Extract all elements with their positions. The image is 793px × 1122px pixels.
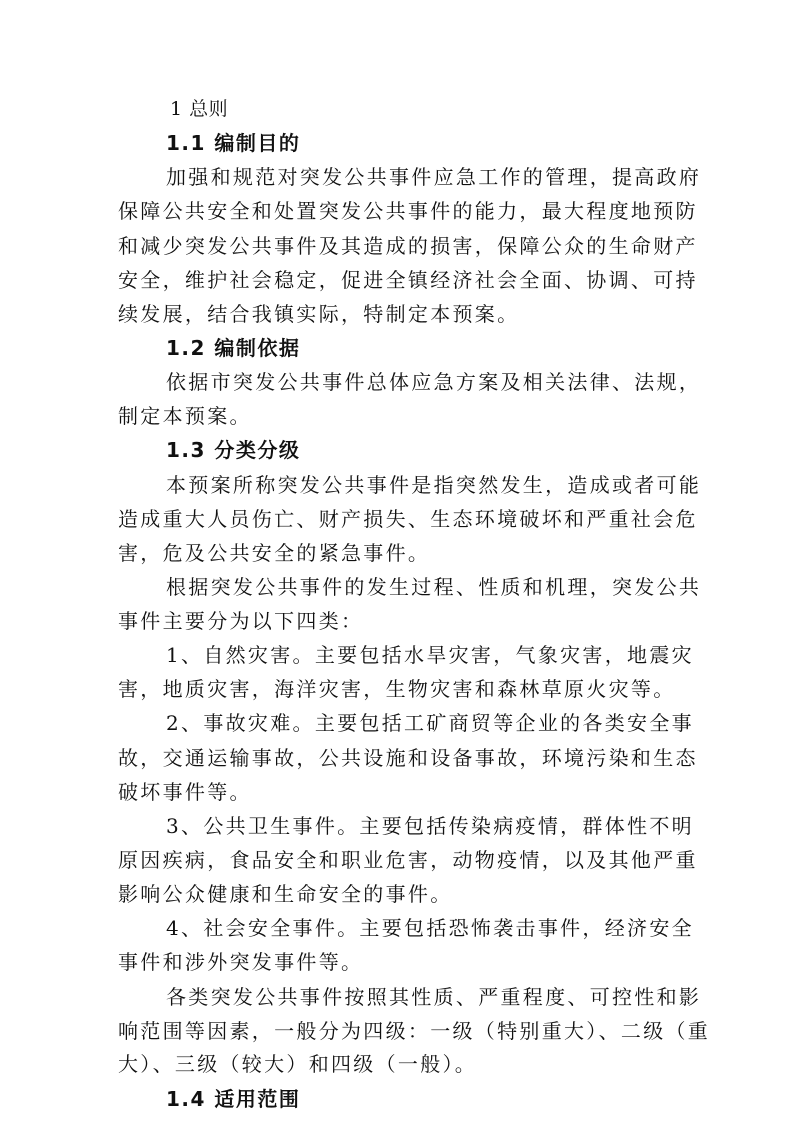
paragraph-line: 影响公众健康和生命安全的事件。 [118, 882, 453, 906]
paragraph-line: 本预案所称突发公共事件是指突然发生，造成或者可能 [166, 473, 702, 497]
paragraph-line: 事件和涉外突发事件等。 [118, 950, 364, 974]
paragraph-line: 续发展，结合我镇实际，特制定本预案。 [118, 302, 520, 326]
paragraph-line: 破坏事件等。 [118, 780, 252, 804]
paragraph-line: 保障公共安全和处置突发公共事件的能力，最大程度地预防 [118, 199, 698, 223]
section-heading-1-1: 1.1 编制目的 [166, 131, 301, 155]
paragraph-line: 各类突发公共事件按照其性质、严重程度、可控性和影 [166, 985, 702, 1009]
paragraph-line: 大）、三级（较大）和四级（一般）。 [118, 1052, 478, 1076]
paragraph-line: 害，危及公共安全的紧急事件。 [118, 541, 431, 565]
paragraph-line: 和减少突发公共事件及其造成的损害，保障公众的生命财产 [118, 234, 698, 258]
paragraph-line: 加强和规范对突发公共事件应急工作的管理，提高政府 [166, 165, 702, 189]
paragraph-line: 害，地质灾害，海洋灾害，生物灾害和森林草原火灾等。 [118, 677, 676, 701]
paragraph-line: 3、公共卫生事件。主要包括传染病疫情，群体性不明 [166, 814, 694, 838]
paragraph-line: 依据市突发公共事件总体应急方案及相关法律、法规， [166, 370, 702, 394]
paragraph-line: 根据突发公共事件的发生过程、性质和机理，突发公共 [166, 575, 702, 599]
chapter-title: 1 总则 [170, 98, 229, 120]
paragraph-line: 制定本预案。 [118, 404, 252, 428]
paragraph-line: 1、自然灾害。主要包括水旱灾害，气象灾害，地震灾 [166, 643, 694, 667]
paragraph-line: 故，交通运输事故，公共设施和设备事故，环境污染和生态 [118, 746, 698, 770]
paragraph-line: 2、事故灾难。主要包括工矿商贸等企业的各类安全事 [166, 711, 694, 735]
section-heading-1-3: 1.3 分类分级 [166, 438, 301, 462]
paragraph-line: 响范围等因素，一般分为四级：一级（特别重大）、二级（重 [118, 1019, 711, 1043]
paragraph-line: 事件主要分为以下四类： [118, 609, 364, 633]
paragraph-line: 4、社会安全事件。主要包括恐怖袭击事件，经济安全 [166, 916, 694, 940]
section-heading-1-4: 1.4 适用范围 [166, 1087, 301, 1111]
paragraph-line: 安全，维护社会稳定，促进全镇经济社会全面、协调、可持 [118, 268, 698, 292]
section-heading-1-2: 1.2 编制依据 [166, 336, 301, 360]
paragraph-line: 造成重大人员伤亡、财产损失、生态环境破坏和严重社会危 [118, 507, 698, 531]
paragraph-line: 原因疾病，食品安全和职业危害，动物疫情，以及其他严重 [118, 848, 698, 872]
